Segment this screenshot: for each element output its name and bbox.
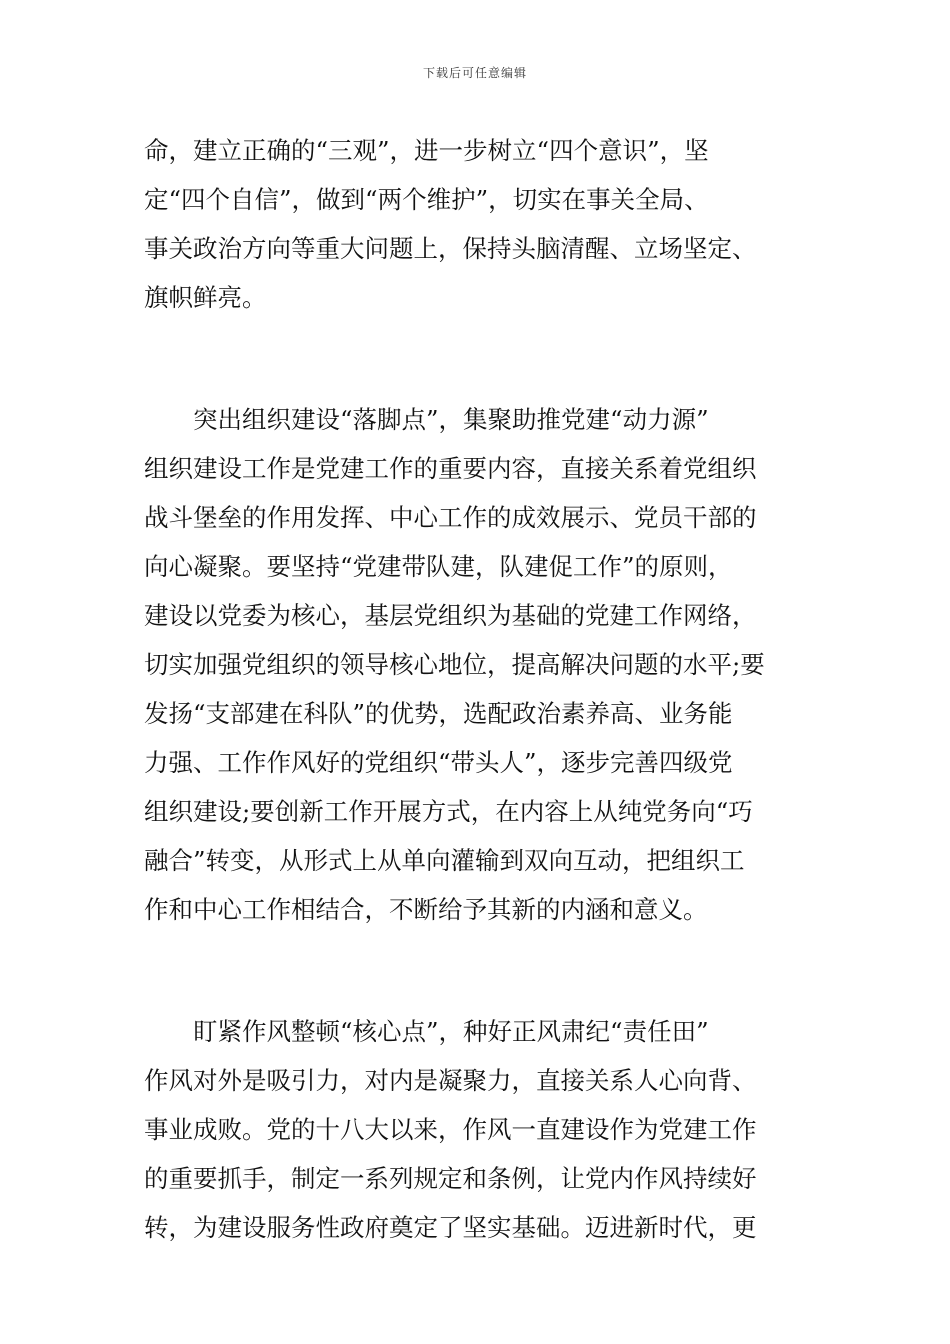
paragraph-line: 作风对外是吸引力，对内是凝聚力，直接关系人心向背、 bbox=[144, 1066, 757, 1095]
paragraph-gap bbox=[144, 346, 810, 395]
paragraph-2 bbox=[144, 395, 810, 934]
paragraph-line: 组织建设;要创新工作开展方式，在内容上从纯党务向“巧 bbox=[144, 797, 753, 826]
paragraph-line: 切实加强党组织的领导核心地位，提高解决问题的水平;要 bbox=[144, 650, 765, 679]
paragraph-line: 事关政治方向等重大问题上，保持头脑清醒、立场坚定、 bbox=[144, 234, 757, 263]
paragraph-line: 融合”转变，从形式上从单向灌输到双向互动，把组织工 bbox=[144, 846, 745, 875]
paragraph-line: 事业成败。党的十八大以来，作风一直建设作为党建工作 bbox=[144, 1115, 757, 1144]
paragraph-line: 作和中心工作相结合，不断给予其新的内涵和意义。 bbox=[144, 895, 708, 924]
paragraph-line: 力强、工作作风好的党组织“带头人”，逐步完善四级党 bbox=[144, 748, 733, 777]
paragraph-line: 发扬“支部建在科队”的优势，选配政治素养高、业务能 bbox=[144, 699, 733, 728]
paragraph-line: 战斗堡垒的作用发挥、中心工作的成效展示、党员干部的 bbox=[144, 503, 757, 532]
paragraph-line: 命，建立正确的“三观”，进一步树立“四个意识”，坚 bbox=[144, 136, 709, 165]
page-header-note: 下载后可任意编辑 bbox=[422, 66, 527, 80]
section-heading-line: 盯紧作风整顿“核心点”，种好正风肃纪“责任田” bbox=[193, 1017, 709, 1046]
paragraph-line: 建设以党委为核心，基层党组织为基础的党建工作网络， bbox=[144, 601, 757, 630]
document-body bbox=[144, 126, 810, 1252]
paragraph-line: 组织建设工作是党建工作的重要内容，直接关系着党组织 bbox=[144, 454, 757, 483]
paragraph-1 bbox=[144, 126, 810, 322]
paragraph-line: 的重要抓手，制定一系列规定和条例，让党内作风持续好 bbox=[144, 1164, 757, 1193]
paragraph-3 bbox=[144, 1007, 810, 1252]
paragraph-line: 旗帜鲜亮。 bbox=[144, 283, 267, 312]
paragraph-line: 定“四个自信”，做到“两个维护”，切实在事关全局、 bbox=[144, 185, 709, 214]
section-heading-line: 突出组织建设“落脚点”，集聚助推党建“动力源” bbox=[193, 405, 709, 434]
paragraph-line: 转，为建设服务性政府奠定了坚实基础。迈进新时代，更 bbox=[144, 1213, 757, 1242]
paragraph-line: 向心凝聚。要坚持“党建带队建，队建促工作”的原则， bbox=[144, 552, 733, 581]
paragraph-gap bbox=[144, 958, 810, 1007]
